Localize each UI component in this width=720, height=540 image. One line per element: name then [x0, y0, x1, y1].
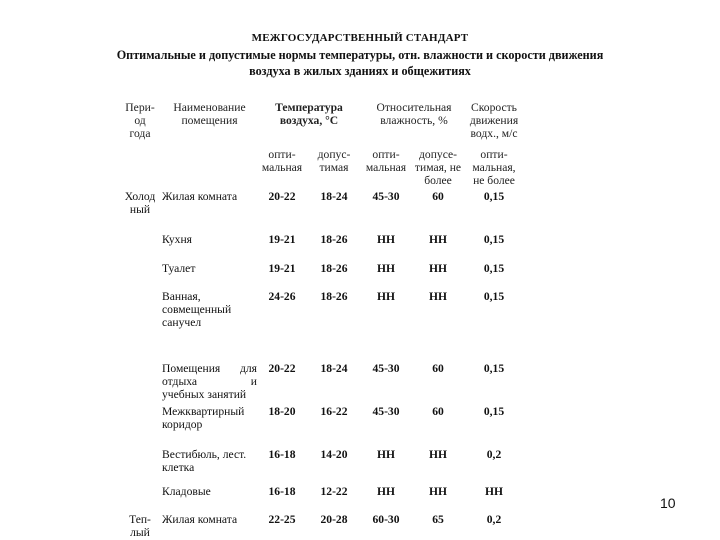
row-hum-optimal: 45-30: [372, 405, 400, 418]
row-temp-optimal: 22-25: [268, 513, 296, 526]
row-temp-allowed: 20-28: [320, 513, 348, 526]
header-speed-optimal: [466, 148, 522, 187]
row-air-speed: 0,2: [486, 513, 502, 526]
row-room-name-line: коридор: [162, 418, 203, 431]
row-room-name-line: Туалет: [162, 262, 196, 275]
header-air-speed-line: движения: [469, 114, 519, 127]
row-hum-optimal: НН: [376, 485, 396, 498]
header-hum-optimal: [362, 148, 410, 174]
row-room-name-line: Кухня: [162, 233, 192, 246]
row-room-name-line: учебных занятий: [162, 388, 247, 401]
row-room-name-line: санучел: [162, 316, 202, 329]
header-air-speed-line: Скорость: [471, 101, 517, 114]
row-hum-optimal: 45-30: [372, 190, 400, 203]
row-hum-optimal: НН: [376, 448, 396, 461]
row-air-speed: 0,2: [486, 448, 502, 461]
header-room-name: [162, 101, 257, 127]
page-number: 10: [660, 495, 676, 511]
header-air-speed: [466, 101, 522, 140]
row-room-name-line: Помещения для: [162, 362, 257, 375]
header-room-name-line: помещения: [181, 114, 238, 127]
header-air-speed-line: водх., м/с: [470, 127, 518, 140]
row-temp-optimal: 20-22: [268, 362, 296, 375]
row-temp-allowed: 18-26: [320, 290, 348, 303]
header-temp-optimal-line: мальная: [261, 161, 303, 174]
header-hum-allowed: [410, 148, 466, 187]
row-room-name: [162, 448, 257, 474]
row-hum-optimal: НН: [376, 233, 396, 246]
row-period: [120, 513, 160, 539]
header-period: [120, 101, 160, 140]
row-temp-allowed: 18-24: [320, 190, 348, 203]
row-period: [120, 190, 160, 216]
page-title: [0, 47, 720, 79]
row-temp-optimal: 19-21: [268, 262, 296, 275]
header-temperature-line: воздуха, °C: [279, 114, 339, 127]
row-temp-optimal: 19-21: [268, 233, 296, 246]
row-period-line: лый: [130, 526, 150, 539]
row-temp-optimal: 20-22: [268, 190, 296, 203]
row-hum-allowed: НН: [428, 262, 448, 275]
row-hum-allowed: НН: [428, 233, 448, 246]
row-hum-allowed: НН: [428, 290, 448, 303]
row-room-name-line: Ванная,: [162, 290, 201, 303]
row-room-name: [162, 290, 257, 329]
row-air-speed: НН: [484, 485, 504, 498]
standard-label: МЕЖГОСУДАРСТВЕННЫЙ СТАНДАРТ: [251, 32, 469, 44]
row-hum-optimal: 60-30: [372, 513, 400, 526]
row-room-name: [162, 405, 257, 431]
header-period-line: Пери-: [125, 101, 155, 114]
row-room-name: [162, 362, 257, 401]
row-hum-optimal: НН: [376, 290, 396, 303]
title-line-2: воздуха в жилых зданиях и общежитиях: [249, 64, 471, 78]
header-temperature-line: Температура: [275, 101, 343, 114]
row-air-speed: 0,15: [483, 290, 505, 303]
row-room-name-line: отдыха и: [162, 375, 257, 388]
header-hum-allowed-line: допусе-: [419, 148, 457, 161]
row-hum-allowed: НН: [428, 485, 448, 498]
row-hum-optimal: 45-30: [372, 362, 400, 375]
header-temp-optimal-line: опти-: [268, 148, 296, 161]
row-air-speed: 0,15: [483, 405, 505, 418]
header-humidity-line: влажность, %: [380, 114, 448, 127]
row-period-line: Холод: [124, 190, 156, 203]
row-temp-allowed: 18-24: [320, 362, 348, 375]
header-speed-optimal-line: мальная,: [472, 161, 516, 174]
row-room-name-line: Жилая комната: [162, 513, 238, 526]
row-temp-optimal: 18-20: [268, 405, 296, 418]
title-line-1: Оптимальные и допустимые нормы температуры, отн. влажности и скорости движения: [116, 48, 604, 62]
row-hum-allowed: 60: [432, 362, 444, 375]
row-room-name: [162, 513, 257, 526]
header-temp-allowed-line: тимая: [319, 161, 349, 174]
header-period-line: года: [129, 127, 151, 140]
header-temp-allowed: [308, 148, 360, 174]
header-hum-allowed-line: тимая, не: [414, 161, 462, 174]
row-room-name-line: Кладовые: [162, 485, 211, 498]
row-hum-allowed: 60: [432, 190, 444, 203]
row-hum-allowed: НН: [428, 448, 448, 461]
row-room-name: [162, 262, 257, 275]
header-hum-allowed-line: более: [424, 174, 452, 187]
row-hum-allowed: 60: [432, 405, 444, 418]
header-room-name-line: Наименование: [173, 101, 246, 114]
header-hum-optimal-line: опти-: [372, 148, 400, 161]
row-room-name-line: совмещенный: [162, 303, 232, 316]
row-hum-allowed: 65: [432, 513, 444, 526]
header-humidity: [362, 101, 466, 127]
row-temp-allowed: 18-26: [320, 233, 348, 246]
row-period-line: Теп-: [129, 513, 151, 526]
row-temp-optimal: 16-18: [268, 485, 296, 498]
header-speed-optimal-line: не более: [473, 174, 515, 187]
row-temp-allowed: 12-22: [320, 485, 348, 498]
row-air-speed: 0,15: [483, 362, 505, 375]
row-hum-optimal: НН: [376, 262, 396, 275]
row-room-name: [162, 190, 257, 203]
header-humidity-line: Относительная: [376, 101, 452, 114]
row-temp-optimal: 16-18: [268, 448, 296, 461]
row-air-speed: 0,15: [483, 233, 505, 246]
header-temp-allowed-line: допус-: [317, 148, 351, 161]
row-temp-optimal: 24-26: [268, 290, 296, 303]
row-period-line: ный: [129, 203, 151, 216]
row-room-name: [162, 233, 257, 246]
row-room-name-line: Межквартирный: [162, 405, 245, 418]
header-period-line: од: [134, 114, 146, 127]
row-room-name-line: Жилая комната: [162, 190, 238, 203]
row-room-name-line: Вестибюль, лест.: [162, 448, 247, 461]
header-speed-optimal-line: опти-: [480, 148, 508, 161]
row-air-speed: 0,15: [483, 190, 505, 203]
row-room-name: [162, 485, 257, 498]
row-air-speed: 0,15: [483, 262, 505, 275]
row-room-name-line: клетка: [162, 461, 195, 474]
row-temp-allowed: 16-22: [320, 405, 348, 418]
row-temp-allowed: 18-26: [320, 262, 348, 275]
header-temperature: [258, 101, 360, 127]
header-temp-optimal: [258, 148, 306, 174]
row-temp-allowed: 14-20: [320, 448, 348, 461]
header-hum-optimal-line: мальная: [365, 161, 407, 174]
